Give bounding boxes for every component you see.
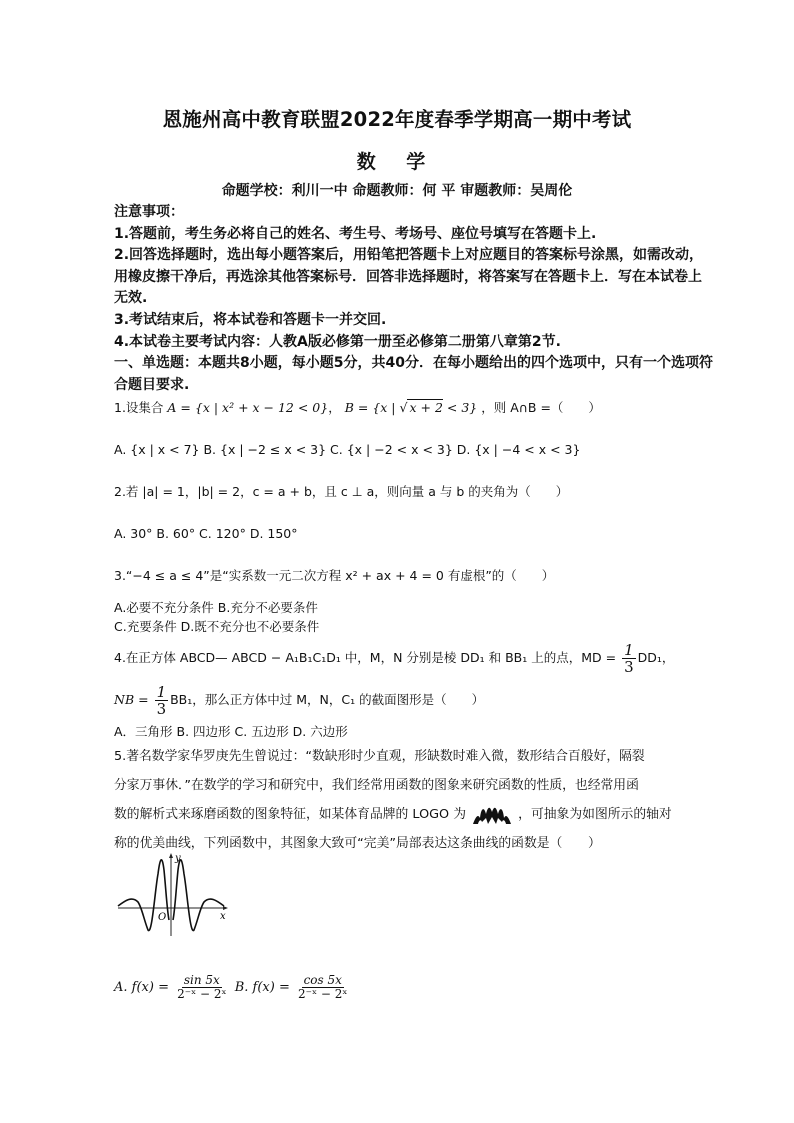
notes-heading: 注意事项： [114, 204, 184, 220]
sqrt-symbol-icon: √ [399, 400, 408, 415]
q1-tail: ，则 A∩B =（ ） [481, 400, 601, 415]
y-axis-arrow [169, 853, 173, 858]
exam-title: 恩施州高中教育联盟2022年度春季学期高一期中考试 [162, 108, 632, 131]
q4-stem-line2 [114, 684, 704, 717]
q5-options [114, 974, 704, 1001]
q3-options-line2: C.充要条件 D.既不充分也不必要条件 [114, 619, 320, 634]
graph-origin-label: O [158, 912, 167, 923]
curve-right [173, 860, 224, 931]
q5-line1: 5.著名数学家华罗庚先生曾说过：“数缺形时少直观，形缺数时难入微，数形结合百般好，隔裂 [114, 749, 645, 764]
frac-den: 2⁻ˣ − 2ˣ [177, 987, 227, 1001]
frac-num: 1 [624, 641, 634, 659]
q5-opt-b-fraction [296, 974, 349, 1001]
note-item: 2.回答选择题时，选出每小题答案后，用铅笔把答题卡上对应题目的答案标号涂黑，如需改动，用橡皮擦干净后，再选涂其他答案标号．回答非选择题时，将答案写在答题卡上．写在本试卷上无效. [114, 247, 704, 307]
question-4-options [114, 722, 704, 741]
q3-options-line1: A.必要不充分条件 B.充分不必要条件 [114, 600, 318, 615]
question-4-line2 [114, 684, 704, 717]
note-item: 4.本试卷主要考试内容：人教A版必修第一册至必修第二册第八章第2节. [114, 333, 561, 350]
section-heading: 一、单选题：本题共8小题，每小题5分，共40分．在每小题给出的四个选项中，只有一个选项符合题目要求. [114, 355, 713, 393]
q4-fraction-nb [155, 684, 169, 717]
question-1-options [114, 440, 704, 459]
question-2 [114, 482, 704, 501]
question-3-options [114, 598, 704, 636]
note-item: 1.答题前，考生务必将自己的姓名、考生号、考场号、座位号填写在答题卡上. [114, 225, 597, 242]
q4-fraction-md [622, 642, 636, 675]
q4-stem2: BB₁，那么正方体中过 M，N，C₁ 的截面图形是（ ） [170, 692, 485, 707]
q1-set-b-pre: B = {x | [344, 400, 400, 415]
q1-num: 1.设集合 [114, 400, 164, 415]
q4-nb: NB = [114, 692, 149, 707]
q5-line2: 分家万事休．”在数学的学习和研究中，我们经常用函数的图象来研究函数的性质，也经常用函 [114, 778, 639, 793]
frac-num: sin 5x [183, 973, 220, 987]
q1-comma: ， [328, 400, 341, 415]
frac-num: cos 5x [303, 973, 342, 987]
x-axis-arrow [223, 906, 228, 910]
question-5 [114, 742, 704, 858]
q5-opt-a-pre: A. f(x) = [114, 980, 169, 995]
q4-stem-line1 [114, 642, 704, 675]
frac-num: 1 [156, 683, 167, 701]
exam-subject: 数 学 [356, 151, 438, 173]
q5-line3-post: ，可抽象为如图所示的轴对 [518, 807, 672, 822]
note-item: 3.考试结束后，将本试卷和答题卡一并交回. [114, 311, 387, 328]
q1-options: A. {x | x < 7} B. {x | −2 ≤ x < 3} C. {x | −2 < x < 3} D. {x | −4 < x < 3} [114, 442, 581, 457]
question-5-options [114, 974, 704, 1001]
graph-y-label: y [175, 853, 181, 864]
notes-section [114, 202, 714, 396]
q5-line4: 称的优美曲线，下列函数中，其图象大致可“完美”局部表达这条曲线的函数是（ ） [114, 836, 601, 851]
q5-opt-b-pre: B. f(x) = [234, 980, 290, 995]
frac-den: 3 [156, 700, 167, 718]
exam-authors: 命题学校：利川一中 命题教师：何 平 审题教师：吴周伦 [221, 183, 573, 199]
q5-opt-a-fraction [175, 974, 228, 1001]
question-3 [114, 566, 704, 585]
q5-line3 [114, 800, 704, 829]
q1-set-a: A = {x | x² + x − 12 < 0} [167, 400, 329, 415]
q5-line3-pre: 数的解析式来琢磨函数的图象特征，如某体育品牌的 LOGO 为 [114, 807, 466, 822]
frac-den: 2⁻ˣ − 2ˣ [298, 987, 348, 1001]
q4-options: A．三角形 B. 四边形 C. 五边形 D. 六边形 [114, 724, 348, 739]
function-graph [114, 850, 232, 938]
q1-set-b-post: < 3} [442, 400, 478, 415]
graph-x-label: x [220, 911, 226, 922]
q4-stem1-tail: DD₁， [637, 650, 675, 665]
q4-stem1: 4.在正方体 ABCD— ABCD − A₁B₁C₁D₁ 中，M，N 分别是棱 DD₁ 和 BB₁ 上的点，MD = [114, 650, 617, 665]
kappa-logo-icon [472, 804, 512, 826]
q3-stem: 3.“−4 ≤ a ≤ 4”是“实系数一元二次方程 x² + ax + 4 = 0 有虚根”的（ ） [114, 568, 555, 583]
question-2-options [114, 524, 704, 543]
question-4 [114, 642, 704, 675]
q1-set-b-radicand: x + 2 [409, 400, 443, 415]
frac-den: 3 [624, 658, 634, 676]
q2-options: A. 30° B. 60° C. 120° D. 150° [114, 526, 298, 541]
question-1-stem [114, 398, 704, 417]
question-1 [114, 398, 704, 417]
q2-stem: 2.若 |a| = 1，|b| = 2，c = a + b，且 c ⊥ a，则向量 a 与 b 的夹角为（ ） [114, 484, 569, 499]
